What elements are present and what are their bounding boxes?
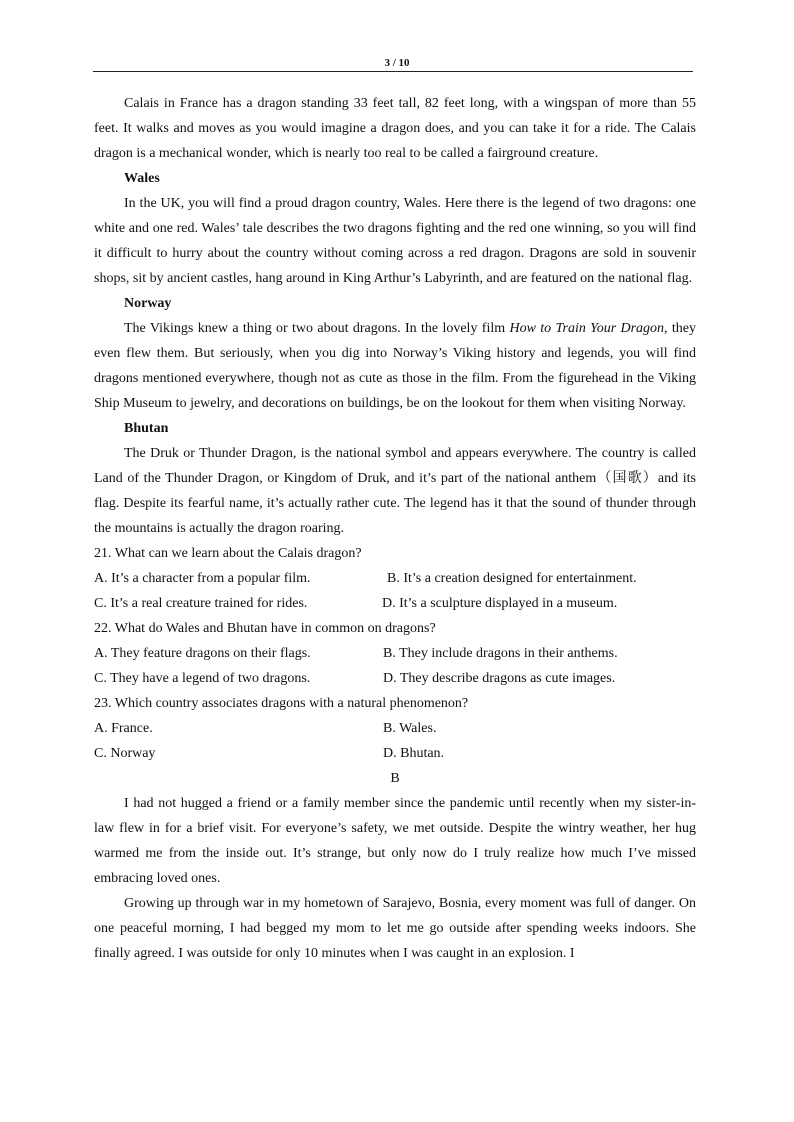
- question-21-options-row-2: [94, 591, 696, 616]
- paragraph-norway: [94, 316, 696, 416]
- norway-text-start: The Vikings knew a thing or two about dragons. In the lovely film: [124, 321, 510, 336]
- heading-bhutan: Bhutan: [124, 421, 169, 436]
- question-23-options-row-2: [94, 741, 696, 766]
- option-21-d: D. It’s a sculpture displayed in a museum.: [382, 596, 618, 611]
- paragraph-bhutan: The Druk or Thunder Dragon, is the national symbol and appears everywhere. The country is called Land of the Thunder Dragon, or Kingdom of Druk, and it’s part of the national anthem（国歌）and its flag. Despite its fearful name, it’s actually rather cute. The legend has it that the sound of thunder through the mountains is actually the dragon roaring.: [94, 446, 696, 536]
- option-22-c: C. They have a legend of two dragons.: [94, 671, 311, 686]
- document-body: [94, 91, 696, 966]
- option-21-b: B. It’s a creation designed for entertainment.: [387, 571, 637, 586]
- question-22-options-row-1: [94, 641, 696, 666]
- option-23-d: D. Bhutan.: [383, 746, 445, 761]
- norway-text-end: , they even flew them. But seriously, when you dig into Norway’s Viking history and legends, you will find dragons mentioned everywhere, though not as cute as those in the film. From the figurehead in the Viking Ship Museum to jewelry, and decorations on buildings, be on the lookout for them when visiting Norway.: [94, 321, 696, 411]
- question-21: 21. What can we learn about the Calais dragon?: [94, 546, 362, 561]
- question-23-options-row-1: [94, 716, 696, 741]
- paragraph-sarajevo: Growing up through war in my hometown of Sarajevo, Bosnia, every moment was full of danger. On one peaceful morning, I had begged my mom to let me go outside after spending weeks indoors. She finally agreed. I was outside for only 10 minutes when I was caught in an explosion. I: [94, 896, 696, 961]
- paragraph-wales: In the UK, you will find a proud dragon country, Wales. Here there is the legend of two dragons: one white and one red. Wales’ tale describes the two dragons fighting and the red one winning, so you will find it difficult to hurry about the country without coming across a red dragon. Dragons are sold in souvenir shops, sit by ancient castles, hang around in King Arthur’s Labyrinth, and are featured on the national flag.: [94, 196, 696, 286]
- option-23-c: C. Norway: [94, 746, 156, 761]
- option-22-b: B. They include dragons in their anthems.: [383, 646, 618, 661]
- header-divider: [93, 71, 693, 72]
- option-21-c: C. It’s a real creature trained for rides.: [94, 596, 308, 611]
- option-22-a: A. They feature dragons on their flags.: [94, 646, 311, 661]
- question-21-options-row-1: [94, 566, 696, 591]
- option-22-d: D. They describe dragons as cute images.: [383, 671, 616, 686]
- heading-norway: Norway: [124, 296, 172, 311]
- option-23-b: B. Wales.: [383, 721, 437, 736]
- question-22: 22. What do Wales and Bhutan have in common on dragons?: [94, 621, 436, 636]
- option-21-a: A. It’s a character from a popular film.: [94, 571, 311, 586]
- question-23: 23. Which country associates dragons with a natural phenomenon?: [94, 696, 469, 711]
- paragraph-calais: Calais in France has a dragon standing 33 feet tall, 82 feet long, with a wingspan of more than 55 feet. It walks and moves as you would imagine a dragon does, and you can take it for a ride. The Calais dragon is a mechanical wonder, which is nearly too real to be called a fairground creature.: [94, 96, 696, 161]
- section-letter-b: B: [390, 771, 400, 786]
- page-number: 3 / 10: [384, 57, 410, 69]
- heading-wales: Wales: [124, 171, 160, 186]
- paragraph-hug: I had not hugged a friend or a family member since the pandemic until recently when my sister-in-law flew in for a brief visit. For everyone’s safety, we met outside. Despite the wintry weather, her hug warmed me from the inside out. It’s strange, but only now do I truly realize how much I’ve missed embracing loved ones.: [94, 796, 696, 886]
- question-22-options-row-2: [94, 666, 696, 691]
- option-23-a: A. France.: [94, 721, 153, 736]
- film-title: How to Train Your Dragon: [509, 321, 665, 336]
